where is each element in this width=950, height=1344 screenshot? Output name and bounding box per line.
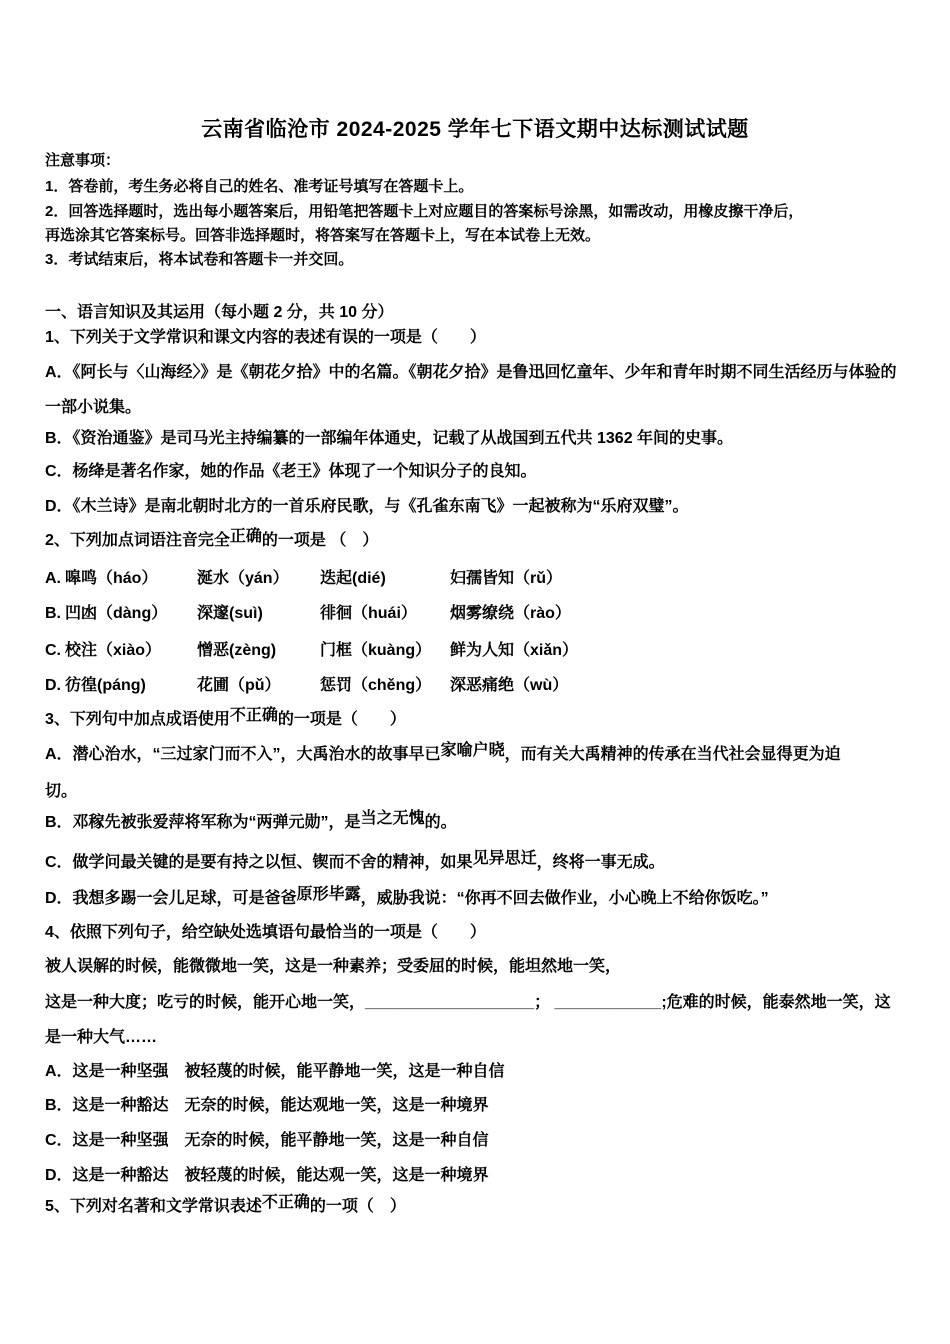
q4-option-d: D．这是一种豁达 被轻蔑的时候，能达观一笑，这是一种境界: [45, 1167, 489, 1184]
page-title: 云南省临沧市 2024-2025 学年七下语文期中达标测试试题: [201, 118, 749, 141]
notice-line-2: 2．回答选择题时，选出每小题答案后，用铅笔把答题卡上对应题目的答案标号涂黑，如需改动，用橡皮擦干净后，: [45, 203, 804, 220]
q3-stem-post: 的一项是（ ）: [277, 711, 406, 728]
q5-stem-pre: 5、下列对名著和文学常识表述: [45, 1198, 262, 1215]
q3-option-a-line1: [45, 742, 841, 764]
q2-option-b-word-1: 凹凼（dàng）: [65, 605, 168, 622]
q5-stem: [45, 1194, 406, 1216]
q4-option-a: A．这是一种坚强 被轻蔑的时候，能平静地一笑，这是一种自信: [45, 1063, 505, 1080]
notice-line-3: 3．考试结束后，将本试卷和答题卡一并交回。: [45, 251, 354, 268]
q5-stem-highlight: 不正确: [261, 1194, 310, 1211]
q3-option-a-line2: 切。: [45, 783, 78, 800]
q3-option-b-post: 的。: [424, 814, 457, 831]
q3-option-a-pre: A．潜心治水，“三过家门而不入”，大禹治水的故事早已: [45, 746, 441, 763]
q4-stem: 4、依照下列句子，给空缺处选填语句最恰当的一项是（ ）: [45, 924, 486, 941]
q3-option-d: [45, 886, 769, 908]
q2-option-c-word-2: 憎恶(zèng): [197, 642, 277, 659]
q1-option-d: D．《木兰诗》是南北朝时北方的一首乐府民歌，与《孔雀东南飞》一起被称为“乐府双璧”。: [45, 498, 689, 515]
notice-line-2-cont: 再选涂其它答案标号。回答非选择题时，将答案写在答题卡上，写在本试卷上无效。: [45, 227, 601, 244]
q4-intro-line2: [45, 993, 891, 1012]
q3-option-c-pre: C．做学问最关键的是要有持之以恒、锲而不舍的精神，如果: [45, 854, 473, 871]
q4-intro-line2-post: ;危难的时候，能泰然地一笑，这: [661, 994, 891, 1011]
q3-option-d-idiom: 原形毕露: [296, 886, 361, 903]
q1-option-a-line2: 一部小说集。: [45, 399, 142, 416]
q4-intro-line2-mid: ；: [534, 994, 555, 1011]
q4-fill-blank-2: ____________: [554, 994, 662, 1011]
q2-option-c-label: C.: [45, 642, 61, 659]
q3-option-b: [45, 810, 457, 832]
q2-option-a-word-4: 妇孺皆知（rǔ）: [450, 570, 563, 587]
q2-option-c-word-4: 鲜为人知（xiǎn）: [450, 642, 579, 659]
q3-stem-highlight: 不正确: [229, 707, 278, 724]
q3-stem-pre: 3、下列句中加点成语使用: [45, 711, 230, 728]
q2-option-a-word-3: 迭起(dié): [320, 570, 386, 587]
notice-line-1: 1．答卷前，考生务必将自己的姓名、准考证号填写在答题卡上。: [45, 178, 474, 195]
q2-option-d-word-2: 花圃（pǔ）: [197, 677, 281, 694]
q5-stem-post: 的一项（ ）: [309, 1198, 406, 1215]
q3-option-d-post: ，威胁我说：“你再不回去做作业，小心晚上不给你饭吃。”: [360, 890, 769, 907]
q1-option-b: B．《资治通鉴》是司马光主持编纂的一部编年体通史，记载了从战国到五代共 1362 年间的史事。: [45, 430, 734, 447]
q3-stem: [45, 707, 406, 729]
q4-intro-line2-pre: 这是一种大度；吃亏的时候，能开心地一笑，: [45, 994, 366, 1011]
notice-heading: 注意事项：: [45, 152, 121, 169]
q2-stem-pre: 2、下列加点词语注音完全: [45, 532, 230, 549]
q2-option-a-label: A.: [45, 570, 61, 587]
q2-option-d-word-4: 深恶痛绝（wù）: [450, 677, 569, 694]
q2-option-b: [45, 604, 571, 623]
q2-option-b-label: B.: [45, 605, 61, 622]
q2-option-d-label: D.: [45, 677, 61, 694]
q4-option-b: B．这是一种豁达 无奈的时候，能达观地一笑，这是一种境界: [45, 1097, 489, 1114]
q2-option-d-word-1: 彷徨(páng): [65, 677, 146, 694]
section-1-heading: 一、语言知识及其运用（每小题 2 分，共 10 分）: [45, 304, 394, 321]
q2-option-a-word-1: 嗥鸣（háo）: [65, 570, 158, 587]
q3-option-b-idiom: 当之无愧: [360, 810, 425, 827]
q3-option-a-post: ，而有关大禹精神的传承在当代社会显得更为迫: [504, 746, 841, 763]
q1-option-a-line1: A．《阿长与〈山海经〉》是《朝花夕拾》中的名篇。《朝花夕拾》是鲁迅回忆童年、少年和青年时期不同生活经历与体验的: [45, 364, 897, 381]
q2-option-c: [45, 641, 578, 660]
q2-option-d: [45, 676, 568, 695]
q4-fill-blank-1: ___________________: [365, 994, 535, 1011]
q3-option-c-idiom: 见异思迁: [472, 850, 537, 867]
q2-stem-highlight: 正确: [229, 528, 262, 545]
q3-option-d-pre: D．我想多踢一会儿足球，可是爸爸: [45, 890, 297, 907]
q2-option-b-word-3: 徘徊（huái）: [320, 605, 417, 622]
q3-option-c: [45, 850, 665, 872]
q3-option-a-idiom: 家喻户晓: [440, 742, 505, 759]
q1-option-c: C．杨绛是著名作家，她的作品《老王》体现了一个知识分子的良知。: [45, 463, 537, 480]
q2-option-c-word-1: 校注（xiào）: [65, 642, 162, 659]
q2-option-a-word-2: 涎水（yán）: [197, 570, 289, 587]
q2-option-d-word-3: 惩罚（chěng）: [320, 677, 432, 694]
q3-option-c-post: ，终将一事无成。: [536, 854, 665, 871]
q4-intro-line1: 被人误解的时候，能微微地一笑，这是一种素养；受委屈的时候，能坦然地一笑，: [45, 958, 622, 975]
q2-option-b-word-4: 烟雾缭绕（rào）: [450, 605, 571, 622]
q3-option-b-pre: B．邓稼先被张爱萍将军称为“两弹元勋”，是: [45, 814, 361, 831]
q2-option-a: [45, 569, 562, 588]
q1-stem: 1、下列关于文学常识和课文内容的表述有误的一项是（ ）: [45, 329, 486, 346]
q2-stem: [45, 528, 379, 550]
q2-option-b-word-2: 深邃(suì): [197, 605, 263, 622]
q2-stem-post: 的一项是 （ ）: [261, 532, 379, 549]
q4-intro-line3: 是一种大气……: [45, 1029, 158, 1046]
q4-option-c: C．这是一种坚强 无奈的时候，能平静地一笑，这是一种自信: [45, 1132, 489, 1149]
q2-option-c-word-3: 门框（kuàng）: [320, 642, 432, 659]
